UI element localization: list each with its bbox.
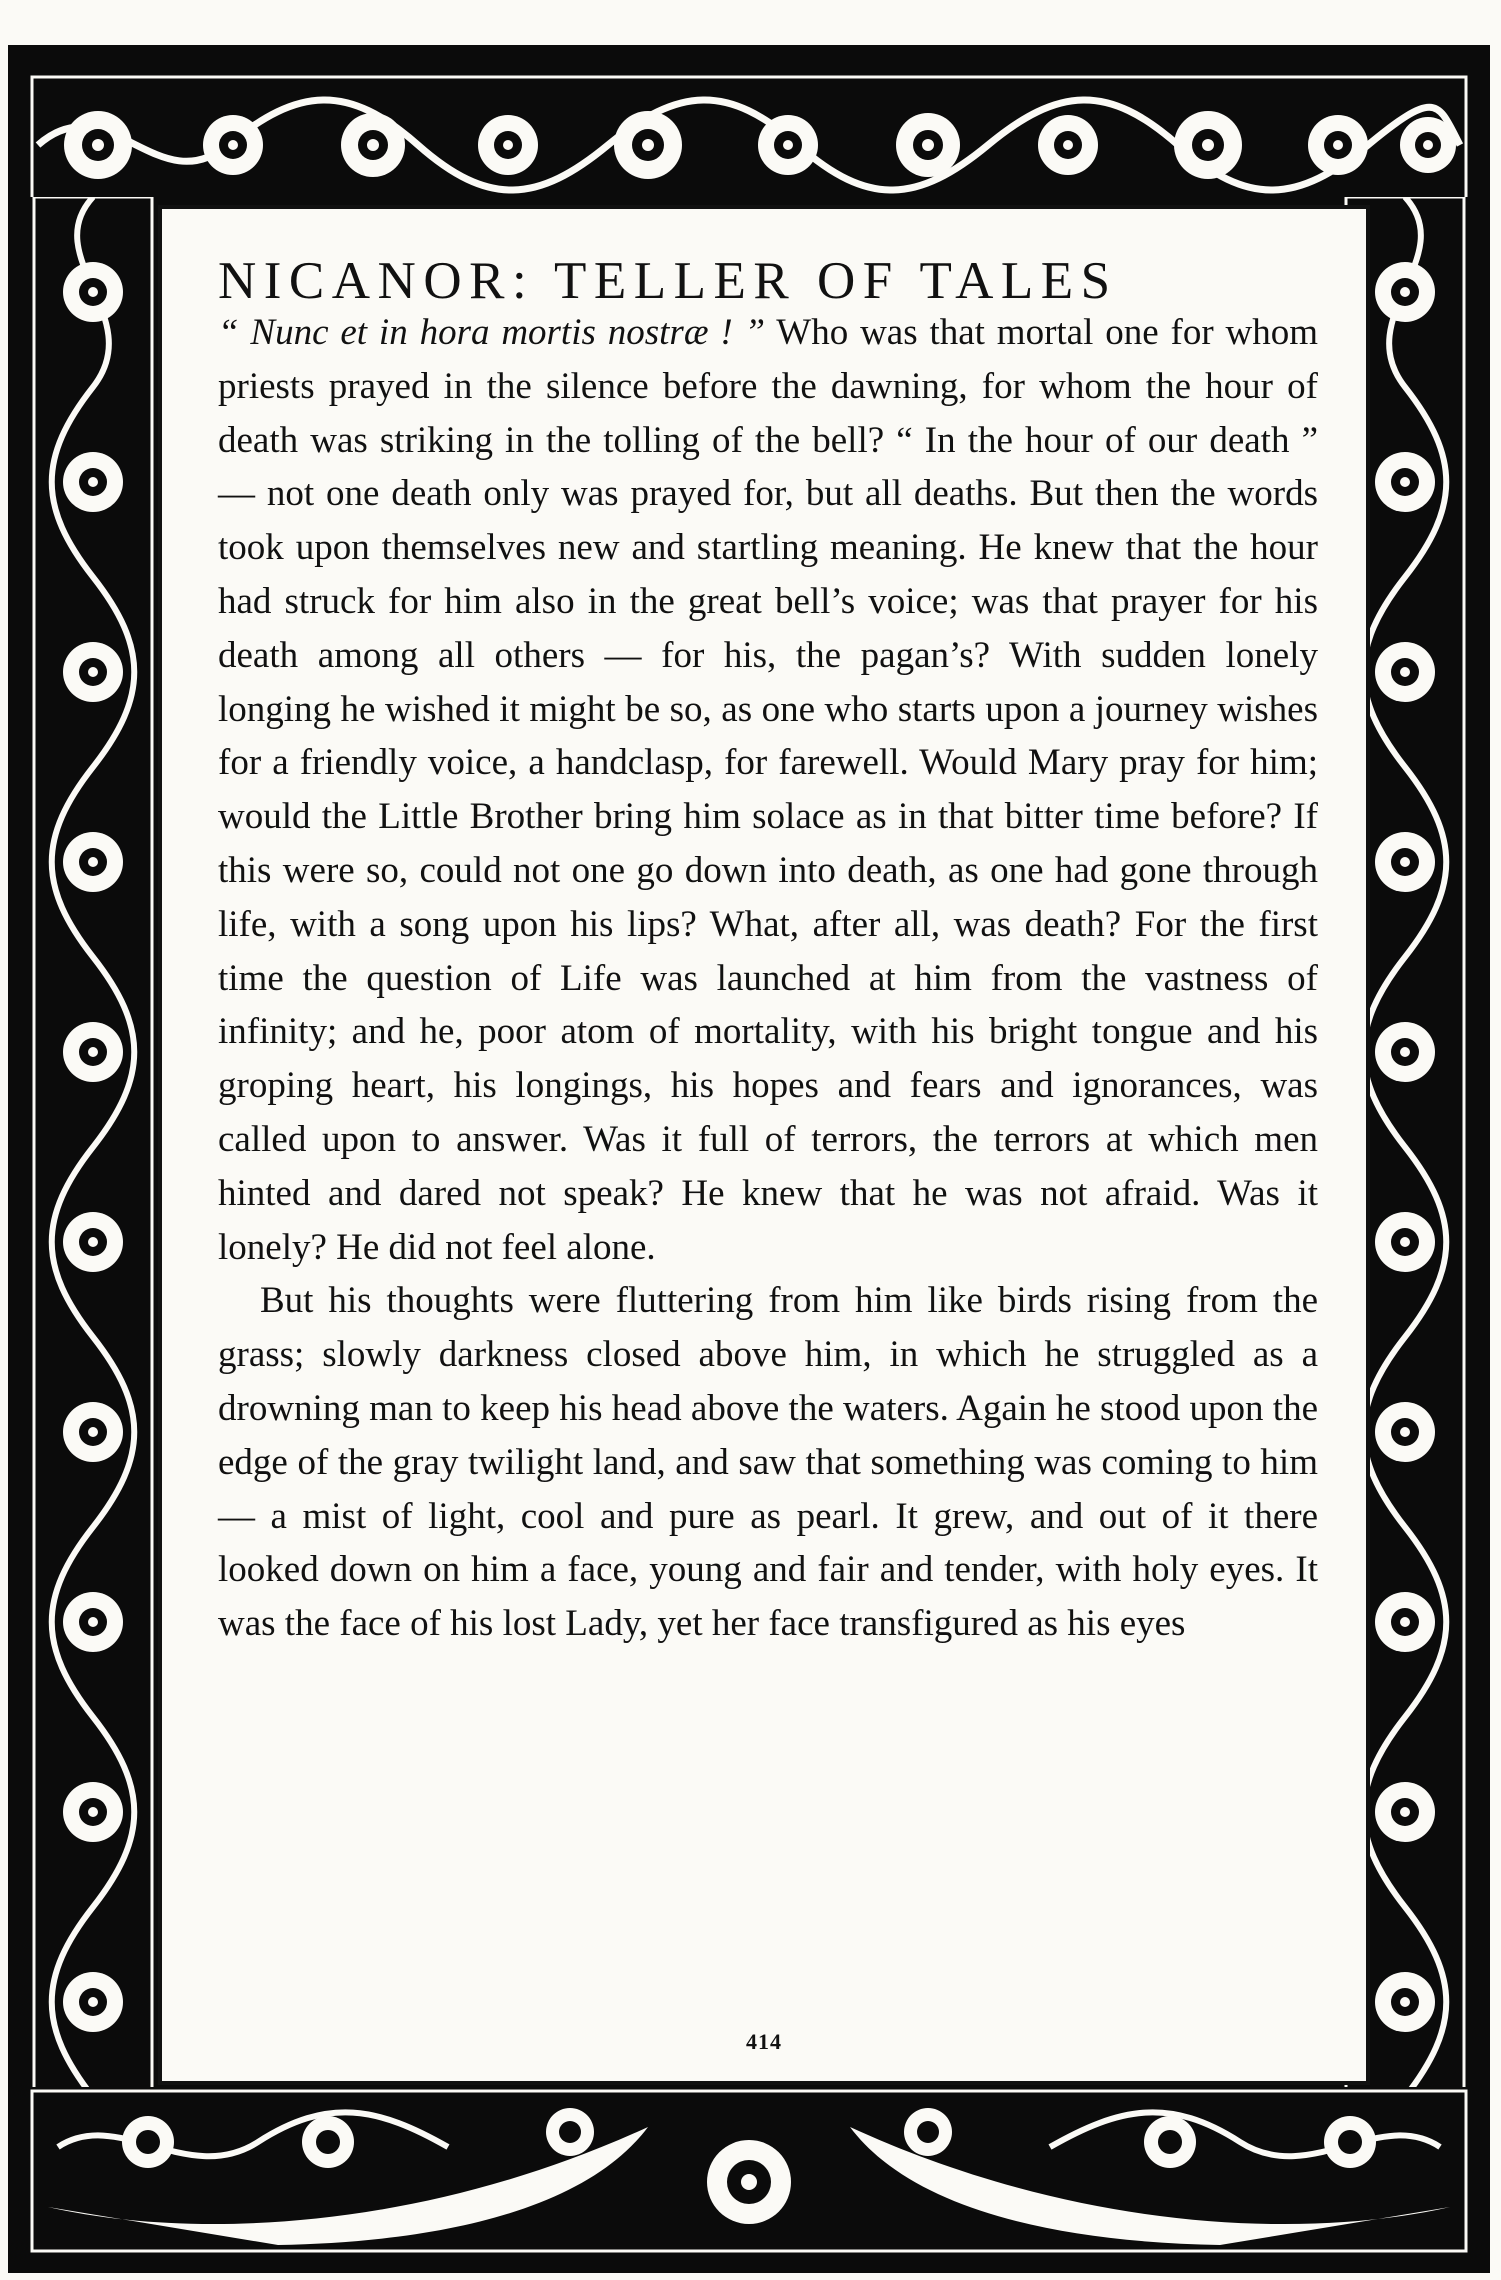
- page-number: 414: [746, 2029, 782, 2054]
- paragraph-1-text: Who was that mortal one for whom priests prayed in the silence before the dawning, for whom the hour of death was striking in the tolling of the bell? “ In the hour of our death ” — not one death only was prayed for, but all deaths. But then the words took upon themselves new and startling meaning. He knew that the hour had struck for him also in the great bell’s voice; was that prayer for his death among all others — for his, the pagan’s? With sudden lonely longing he wished it might be so, as one who starts upon a journey wishes for a friendly voice, a handclasp, for farewell. Would Mary pray for him; would the Little Brother bring him solace as in that bitter time before? If this were so, could not one go down into death, as one had gone through life, with a song upon his lips? What, after all, was death? For the first time the question of Life was launched at him from the vastness of infinity; and he, poor atom of mortality, with his bright tongue and his groping heart, his longings, his hopes and fears and ignorances, was called upon to answer. Was it full of terrors, the terrors at which men hinted and dared not speak? He knew that he was not afraid. Was it lonely? He did not feel alone.: [218, 312, 1318, 1268]
- text-panel: [158, 205, 1370, 2085]
- paragraph-1: [218, 306, 1318, 1274]
- page-title: NICANOR: TELLER OF TALES: [218, 252, 1118, 310]
- rose-vine-ornament-left: [28, 197, 158, 2097]
- bottom-ornament-band: [28, 2087, 1470, 2255]
- peacock-ornament-bottom: [28, 2087, 1470, 2255]
- left-ornament-band: [28, 197, 158, 2097]
- ornamental-border: [8, 45, 1490, 2273]
- body-text: [218, 306, 1318, 1651]
- top-ornament-band: [28, 73, 1470, 218]
- latin-quote: “ Nunc et in hora mortis nostræ ! ”: [218, 312, 766, 353]
- rose-vine-ornament-top: [28, 73, 1470, 218]
- paragraph-2: But his thoughts were fluttering from him like birds rising from the grass; slowly darkness closed above him, in which he struggled as a drowning man to keep his head above the waters. Again he stood upon the edge of the gray twilight land, and saw that something was coming to him — a mist of light, cool and pure as pearl. It grew, and out of it there looked down on him a face, young and fair and tender, with holy eyes. It was the face of his lost Lady, yet her face transfigured as his eyes: [218, 1280, 1318, 1645]
